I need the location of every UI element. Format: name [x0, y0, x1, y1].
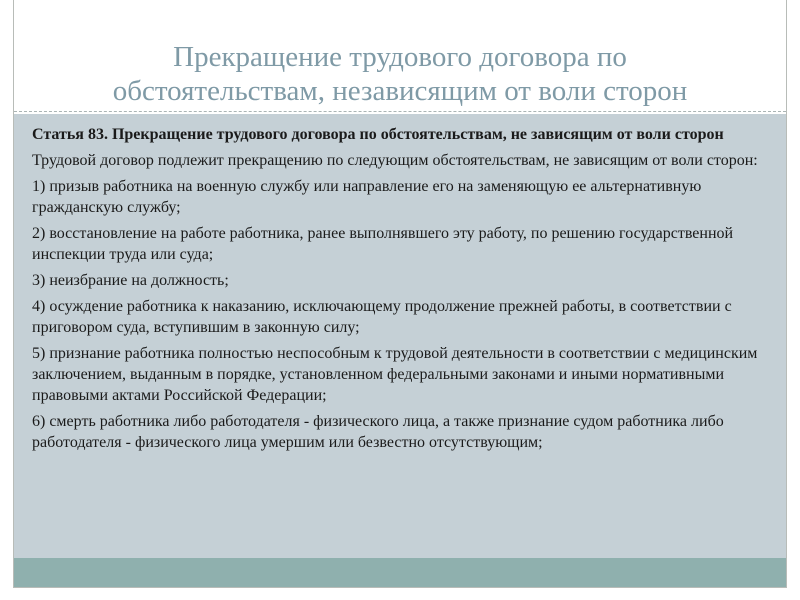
article-heading: Статья 83. Прекращение трудового договора по обстоятельствам, не зависящим от воли сторон [32, 126, 724, 143]
footer-band [14, 558, 786, 587]
title-area [14, 0, 786, 112]
list-item-1: 1) призыв работника на военную службу или направление его на заменяющую ее альтернативную гражданскую службу; [32, 178, 702, 216]
content-text [32, 124, 784, 458]
list-item-6: 6) смерть работника либо работодателя - физического лица, а также признание судом работника либо работодателя - физического лица умершим или безвестно отсутствующим; [32, 413, 724, 451]
list-item-3: 3) неизбрание на должность; [32, 272, 229, 289]
title-divider [14, 111, 786, 112]
list-item-4: 4) осуждение работника к наказанию, исключающему продолжение прежней работы, в соответствии с приговором суда, вступившим в законную силу; [32, 298, 732, 336]
content-panel [14, 114, 786, 558]
slide-title [14, 40, 786, 108]
slide-title-line-2: обстоятельствам, независящим от воли сторон [112, 75, 688, 107]
intro-paragraph: Трудовой договор подлежит прекращению по следующим обстоятельствам, не зависящим от воли сторон: [32, 152, 758, 169]
list-item-2: 2) восстановление на работе работника, ранее выполнявшего эту работу, по решению государственной инспекции труда или суда; [32, 225, 734, 263]
list-item-5: 5) признание работника полностью неспособным к трудовой деятельности в соответствии с медицинским заключением, выданным в порядке, установленном федеральными законами и иными нормативными правовыми актами Российской Федерации; [32, 345, 758, 404]
slide-title-line-1: Прекращение трудового договора по [173, 41, 627, 73]
